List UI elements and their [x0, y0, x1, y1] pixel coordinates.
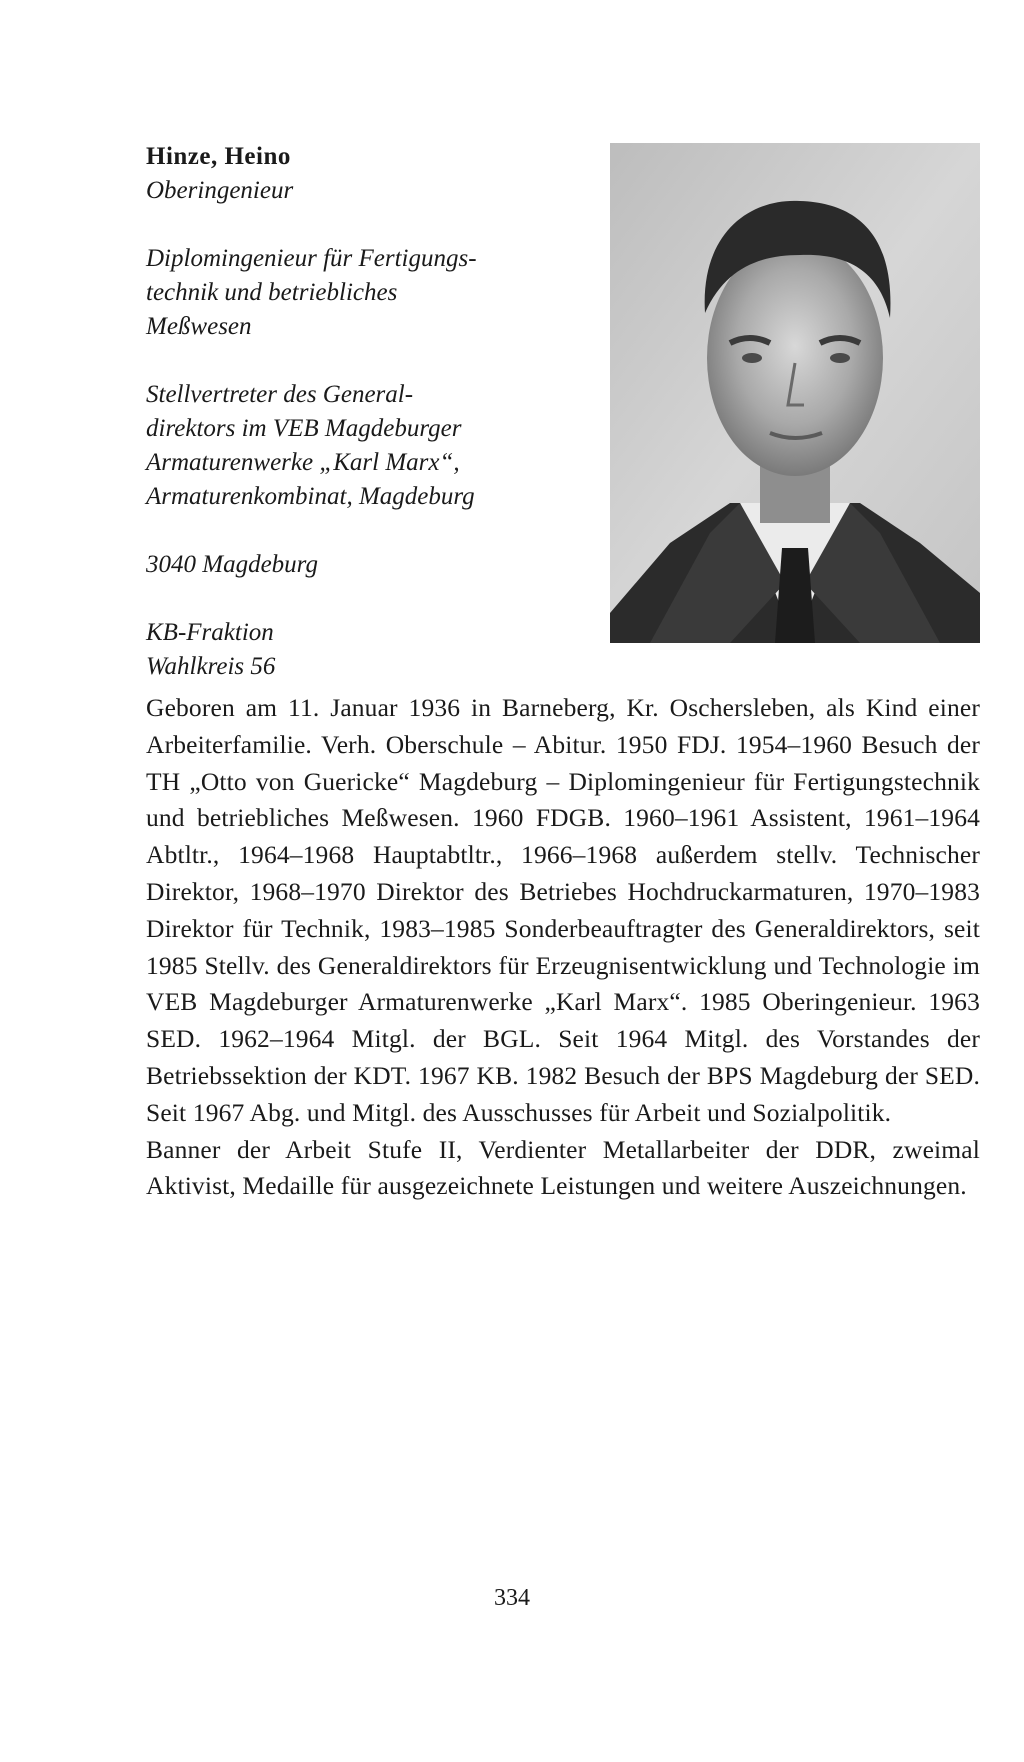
position-line: Armaturenwerke „Karl Marx“, — [146, 449, 460, 476]
biography — [146, 690, 980, 1205]
portrait-photo — [610, 143, 980, 643]
entry-header — [146, 140, 606, 684]
qualification-line: Diplomingenieur für Fertigungs- — [146, 245, 477, 272]
constituency: Wahlkreis 56 — [146, 653, 276, 680]
qualification-line: Meßwesen — [146, 313, 252, 340]
page-number: 334 — [494, 1585, 530, 1611]
biography-paragraph: Banner der Arbeit Stufe II, Verdienter Metallarbeiter der DDR, zweimal Aktivist, Medaille für ausgezeichnete Leistungen und weitere Auszeichnungen. — [146, 1134, 980, 1201]
qualification-line: technik und betriebliches — [146, 279, 398, 306]
person-title: Oberingenieur — [146, 177, 294, 204]
portrait-image — [610, 143, 980, 643]
biography-paragraph: Geboren am 11. Januar 1936 in Barneberg, Kr. Oschersleben, als Kind einer Arbeiterfamilie. Verh. Oberschule – Abitur. 1950 FDJ. 1954–1960 Besuch der TH „Otto von Guericke“ Magdeburg – Diplomingenieur für Fertigungstechnik und betriebliches Meßwesen. 1960 FDGB. 1960–1961 Assistent, 1961–1964 Abtltr., 1964–1968 Hauptabtltr., 1966–1968 außerdem stellv. Technischer Direktor, 1968–1970 Direktor des Betriebes Hochdruckarmaturen, 1970–1983 Direktor für Technik, 1983–1985 Sonderbeauftragter des Generaldirektors, seit 1985 Stellv. des Generaldirektors für Erzeugnisentwicklung und Technologie im VEB Magdeburger Armaturenwerke „Karl Marx“. 1985 Oberingenieur. 1963 SED. 1962–1964 Mitgl. der BGL. Seit 1964 Mitgl. des Vorstandes der Betriebssektion der KDT. 1967 KB. 1982 Besuch der BPS Magdeburg der SED. Seit 1967 Abg. und Mitgl. des Ausschusses für Arbeit und Sozialpolitik. — [146, 693, 980, 1127]
faction: KB-Fraktion — [146, 619, 274, 646]
position-line: direktors im VEB Magdeburger — [146, 415, 462, 442]
position-line: Armaturenkombinat, Magdeburg — [146, 483, 475, 510]
address: 3040 Magdeburg — [146, 551, 318, 578]
person-name: Hinze, Heino — [146, 143, 291, 170]
position-line: Stellvertreter des General- — [146, 381, 414, 408]
